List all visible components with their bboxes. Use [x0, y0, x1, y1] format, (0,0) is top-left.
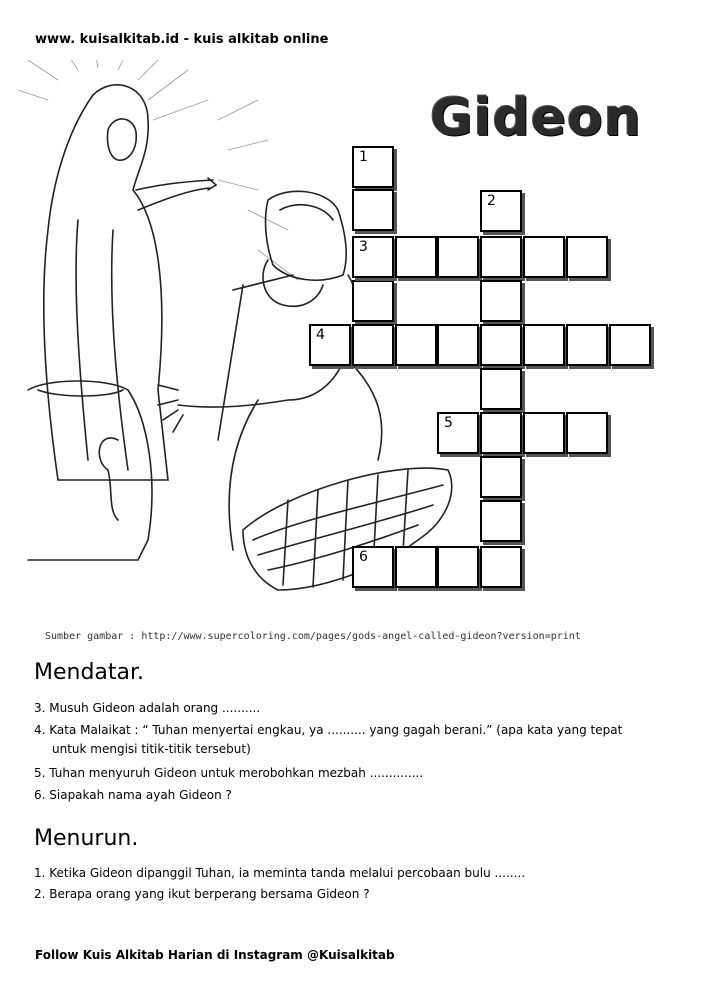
clue-number: 4 [316, 327, 325, 343]
clue-number: 6 [359, 549, 368, 565]
crossword-cell[interactable] [480, 280, 522, 322]
crossword-cell[interactable] [566, 324, 608, 366]
crossword-cell[interactable] [480, 412, 522, 454]
crossword-cell[interactable] [566, 412, 608, 454]
mendatar-heading: Mendatar. [34, 660, 145, 685]
clue-number: 1 [359, 149, 368, 165]
crossword-cell[interactable] [480, 500, 522, 542]
image-source-caption: Sumber gambar : http://www.supercoloring.com/pages/gods-angel-called-gideon?version=print [45, 631, 581, 642]
menurun-heading: Menurun. [34, 826, 139, 851]
crossword-cell[interactable] [437, 236, 479, 278]
crossword-cell[interactable] [480, 546, 522, 588]
clue-across-5: 5. Tuhan menyuruh Gideon untuk merobohkan mezbah .............. [34, 766, 424, 780]
crossword-cell[interactable] [395, 324, 437, 366]
puzzle-title: Gideon [430, 88, 642, 148]
clue-number: 2 [487, 193, 496, 209]
crossword-cell[interactable] [395, 546, 437, 588]
clue-down-2: 2. Berapa orang yang ikut berperang bersama Gideon ? [34, 887, 370, 901]
clue-across-4: 4. Kata Malaikat : “ Tuhan menyertai engkau, ya .......... yang gagah berani.” (apa kata yang tepat [34, 723, 623, 737]
crossword-cell[interactable] [352, 146, 394, 188]
crossword-cell[interactable] [523, 236, 565, 278]
crossword-cell[interactable] [437, 324, 479, 366]
crossword-cell[interactable] [566, 236, 608, 278]
crossword-cell[interactable] [352, 280, 394, 322]
crossword-cell[interactable] [309, 324, 351, 366]
site-header: www. kuisalkitab.id - kuis alkitab online [35, 32, 329, 47]
clue-number: 3 [359, 239, 368, 255]
crossword-cell[interactable] [352, 236, 394, 278]
crossword-cell[interactable] [352, 546, 394, 588]
clue-across-6: 6. Siapakah nama ayah Gideon ? [34, 788, 232, 802]
angel-figure [44, 85, 216, 480]
crossword-cell[interactable] [395, 236, 437, 278]
crossword-cell[interactable] [523, 412, 565, 454]
crossword-cell[interactable] [437, 546, 479, 588]
crossword-cell[interactable] [480, 190, 522, 232]
clue-across-3: 3. Musuh Gideon adalah orang .......... [34, 701, 261, 715]
crossword-cell[interactable] [352, 324, 394, 366]
radiance-lines [18, 60, 298, 280]
crossword-cell[interactable] [480, 324, 522, 366]
gideon-figure [158, 191, 382, 550]
crossword-cell[interactable] [437, 412, 479, 454]
crossword-cell[interactable] [352, 189, 394, 231]
crossword-cell[interactable] [480, 236, 522, 278]
crossword-cell[interactable] [609, 324, 651, 366]
clue-down-1: 1. Ketika Gideon dipanggil Tuhan, ia meminta tanda melalui percobaan bulu ........ [34, 866, 526, 880]
crossword-cell[interactable] [523, 324, 565, 366]
crossword-cell[interactable] [480, 368, 522, 410]
footer-instagram: Follow Kuis Alkitab Harian di Instagram @Kuisalkitab [35, 948, 395, 962]
jar [28, 381, 152, 560]
clue-number: 5 [444, 415, 453, 431]
clue-across-4-continued: untuk mengisi titik-titik tersebut) [52, 742, 251, 756]
crossword-cell[interactable] [480, 456, 522, 498]
